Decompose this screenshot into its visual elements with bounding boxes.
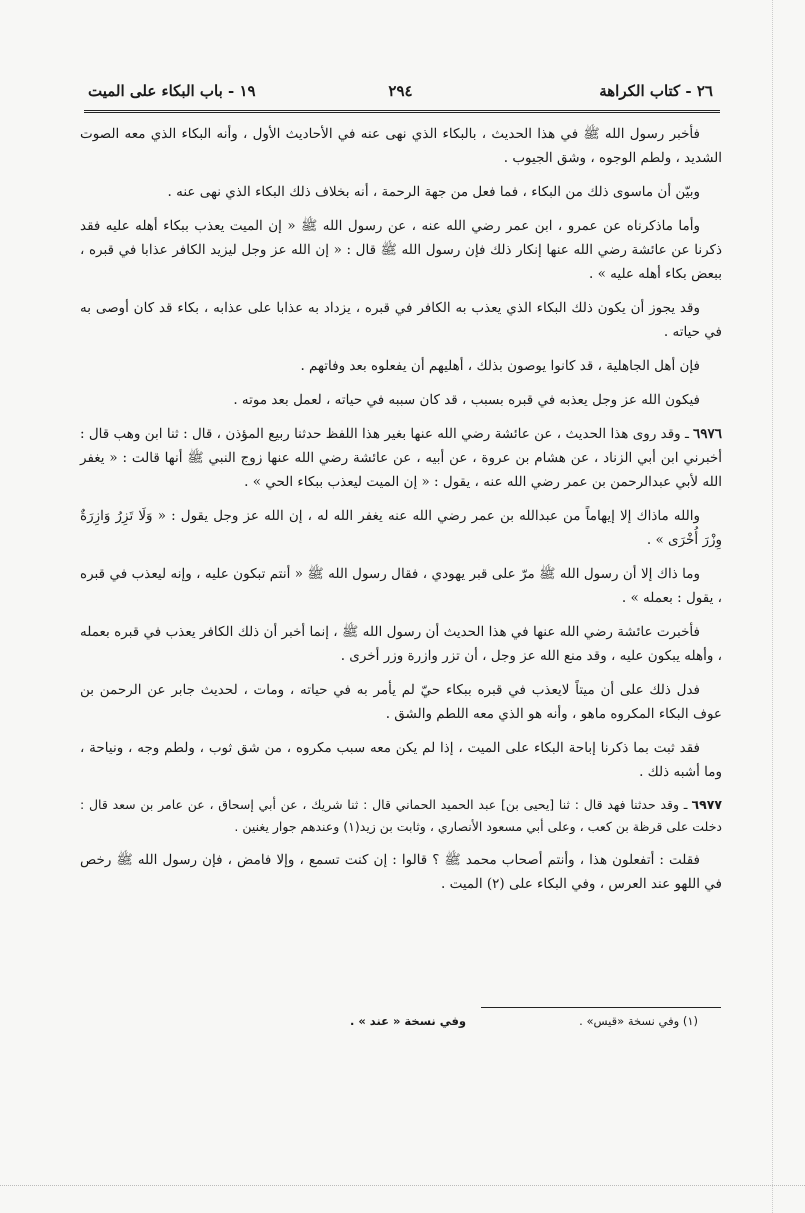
paragraph: والله ماذاك إلا إيهاماً من عبدالله بن عمر رضي الله عنه يغفر الله له ، إن الله عز وجل يقول : « وَلَا تَزِرُ وَازِرَةٌ وِزْرَ أُخْرَى » . xyxy=(80,508,722,548)
paragraph: وبيّن أن ماسوى ذلك من البكاء ، فما فعل من جهة الرحمة ، أنه بخلاف ذلك البكاء الذي نهى عنه . xyxy=(167,184,700,200)
bottom-margin-line xyxy=(0,1185,805,1186)
hadith-number: ٦٩٧٧ xyxy=(691,797,722,812)
hadith-6976 xyxy=(80,422,722,494)
page-header xyxy=(88,82,713,104)
paragraph: وما ذاك إلا أن رسول الله ﷺ مرّ على قبر يهودي ، فقال رسول الله ﷺ « أنتم تبكون عليه ، وإنه ليعذب في قبره ، يقول : بعمله » . xyxy=(80,566,722,606)
hadith-number: ٦٩٧٦ xyxy=(692,426,722,442)
page-number: ٢٩٤ xyxy=(388,82,413,100)
book-title: ٢٦ - كتاب الكراهة xyxy=(599,82,713,100)
header-rule xyxy=(84,110,720,113)
paragraph: فدل ذلك على أن ميتاً لايعذب في قبره ببكاء حيّ لم يأمر به في حياته ، ومات ، لحديث جابر عن الرحمن بن عوف البكاء المكروه ماهو ، وأنه هو الذي معه اللطم والشق . xyxy=(80,682,722,722)
hadith-text: ـ وقد روى هذا الحديث ، عن عائشة رضي الله عنها بغير هذا اللفظ حدثنا ربيع المؤذن ، قال : ثنا ابن وهب قال : أخبرني ابن أبي الزناد ، عن هشام بن عروة ، عن أبيه ، عن عائشة رضي الله عنها زوج النبي ﷺ أنها قالت : « يغفر الله لأبي عبدالرحمن بن عمر رضي الله عنه ، يقول : « إن الميت ليعذب ببكاء الحي » . xyxy=(80,426,722,490)
page-edge-line xyxy=(772,0,773,1213)
paragraph: فأخبر رسول الله ﷺ في هذا الحديث ، بالبكاء الذي نهى عنه في الأحاديث الأول ، وأنه البكاء الذي معه الصوت الشديد ، ولطم الوجوه ، وشق الجيوب . xyxy=(80,126,722,166)
paragraph: وقد يجوز أن يكون ذلك البكاء الذي يعذب به الكافر في قبره ، يزداد به عذابا على عذابه ، بكاء قد كان أوصى به في حياته . xyxy=(80,300,722,340)
hadith-6977 xyxy=(80,794,722,838)
paragraph: فيكون الله عز وجل يعذبه في قبره بسبب ، قد كان سببه في حياته ، لعمل بعد موته . xyxy=(233,392,700,408)
main-text xyxy=(80,122,722,906)
footnotes xyxy=(80,1014,722,1036)
chapter-title: ١٩ - باب البكاء على الميت xyxy=(88,82,256,100)
paragraph: فقد ثبت بما ذكرنا إباحة البكاء على الميت ، إذا لم يكن معه سبب مكروه ، من شق ثوب ، ولطم وجه ، ونياحة ، وما أشبه ذلك . xyxy=(80,740,722,780)
paragraph: فقلت : أتفعلون هذا ، وأنتم أصحاب محمد ﷺ ؟ قالوا : إن كنت تسمع ، وإلا فامض ، فإن رسول الله ﷺ رخص في اللهو عند العرس ، وفي البكاء على (٢) الميت . xyxy=(80,852,722,892)
footnote-rule xyxy=(481,1007,721,1008)
paragraph: فإن أهل الجاهلية ، قد كانوا يوصون بذلك ، أهليهم أن يفعلوه بعد وفاتهم . xyxy=(300,358,700,374)
footnote-2: وفي نسخة « عند » . xyxy=(350,1014,467,1028)
paragraph: وأما ماذكرناه عن عمرو ، ابن عمر رضي الله عنه ، عن رسول الله ﷺ « إن الميت يعذب ببكاء أهله عليه فقد ذكرنا عن عائشة رضي الله عنها إنكار ذلك فإن رسول الله ﷺ قال : « إن الله عز وجل ليزيد الكافر عذابا في قبره ، ببعض بكاء أهله عليه » . xyxy=(80,218,722,282)
footnote-1: (١) وفي نسخة «قيس» . xyxy=(579,1014,698,1028)
hadith-text: ـ وقد حدثنا فهد قال : ثنا [يحيى بن] عبد الحميد الحماني قال : ثنا شريك ، عن أبي إسحاق ، عن عامر بن سعد قال : دخلت على قرظة بن كعب ، وعلى أبي مسعود الأنصاري ، وثابت بن زيد(١) وعندهم جوار يغنين . xyxy=(80,797,722,834)
paragraph: فأخبرت عائشة رضي الله عنها في هذا الحديث أن رسول الله ﷺ ، إنما أخبر أن ذلك الكافر يعذب في قبره بعمله ، وأهله يبكون عليه ، وقد منع الله عز وجل ، أن تزر وازرة وزر أخرى . xyxy=(80,624,722,664)
